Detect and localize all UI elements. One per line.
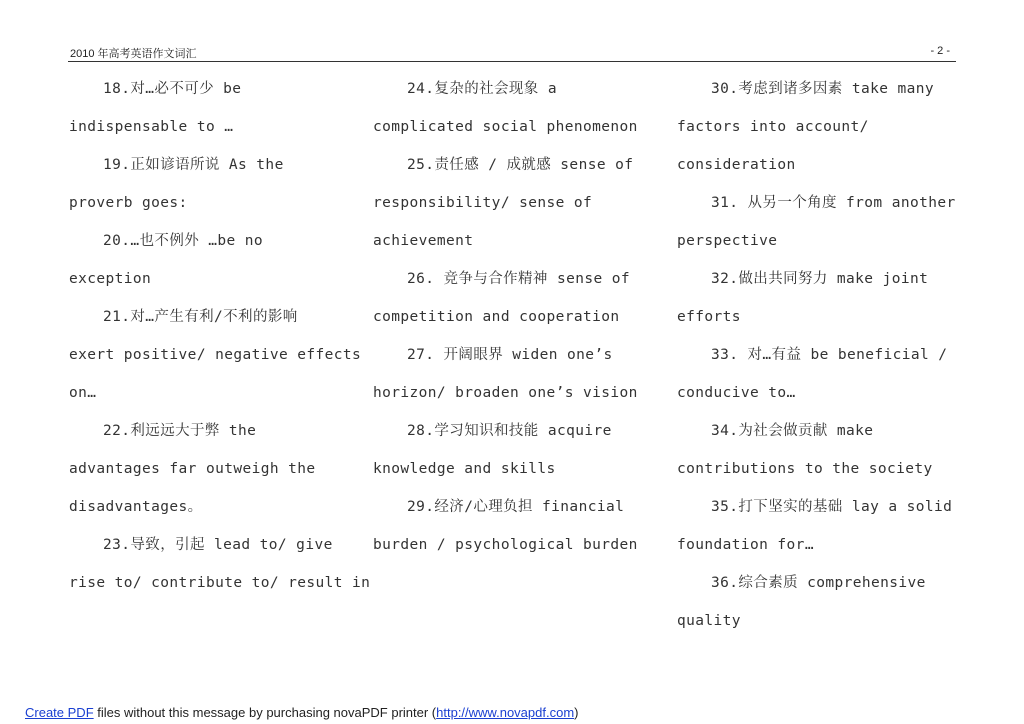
- text-line: 18.对…必不可少 be: [103, 81, 242, 97]
- text-line: responsibility/ sense of: [373, 195, 593, 211]
- footer-text-end: ): [574, 705, 579, 720]
- header-rule: [68, 61, 956, 62]
- footer: [25, 705, 579, 720]
- novapdf-link[interactable]: http://www.novapdf.com: [436, 705, 575, 720]
- text-line: 20.…也不例外 …be no: [103, 233, 264, 249]
- column-2: [373, 76, 663, 570]
- text-line: quality: [677, 613, 741, 629]
- header-title: 2010 年高考英语作文词汇: [70, 48, 197, 60]
- text-line: efforts: [677, 309, 741, 325]
- text-line: 24.复杂的社会现象 a: [407, 81, 557, 97]
- create-pdf-link[interactable]: Create PDF: [25, 705, 94, 720]
- text-line: 19.正如谚语所说 As the: [103, 157, 284, 173]
- text-line: competition and cooperation: [373, 309, 620, 325]
- text-line: 26. 竞争与合作精神 sense of: [407, 271, 630, 287]
- text-line: 31. 从另一个角度 from another: [711, 195, 956, 211]
- text-line: consideration: [677, 157, 796, 173]
- text-line: advantages far outweigh the: [69, 461, 316, 477]
- column-3: [677, 76, 962, 646]
- text-line: rise to/ contribute to/ result in: [69, 575, 371, 591]
- page-number: - 2 -: [930, 45, 950, 57]
- text-line: 30.考虑到诸多因素 take many: [711, 81, 934, 97]
- text-line: knowledge and skills: [373, 461, 556, 477]
- text-line: indispensable to …: [69, 119, 234, 135]
- text-line: horizon/ broaden one’s vision: [373, 385, 638, 401]
- text-line: on…: [69, 385, 97, 401]
- text-line: contributions to the society: [677, 461, 933, 477]
- text-line: exert positive/ negative effects: [69, 347, 362, 363]
- text-line: 27. 开阔眼界 widen one’s: [407, 347, 613, 363]
- text-line: 34.为社会做贡献 make: [711, 423, 874, 439]
- text-line: 32.做出共同努力 make joint: [711, 271, 929, 287]
- text-line: 25.责任感 / 成就感 sense of: [407, 157, 634, 173]
- text-line: complicated social phenomenon: [373, 119, 638, 135]
- text-line: foundation for…: [677, 537, 814, 553]
- text-line: burden / psychological burden: [373, 537, 638, 553]
- text-line: 33. 对…有益 be beneficial /: [711, 347, 948, 363]
- text-line: factors into account/: [677, 119, 869, 135]
- text-line: 28.学习知识和技能 acquire: [407, 423, 612, 439]
- text-line: proverb goes:: [69, 195, 188, 211]
- text-line: exception: [69, 271, 152, 287]
- text-line: perspective: [677, 233, 778, 249]
- text-line: achievement: [373, 233, 474, 249]
- text-line: 35.打下坚实的基础 lay a solid: [711, 499, 953, 515]
- text-line: 21.对…产生有利/不利的影响: [103, 309, 298, 325]
- text-line: conducive to…: [677, 385, 796, 401]
- text-line: 23.导致，引起 lead to/ give: [103, 537, 333, 553]
- text-line: 36.综合素质 comprehensive: [711, 575, 926, 591]
- text-line: disadvantages。: [69, 499, 203, 515]
- column-1: [69, 76, 371, 608]
- text-line: 29.经济/心理负担 financial: [407, 499, 625, 515]
- footer-text: files without this message by purchasing novaPDF printer (: [93, 705, 437, 720]
- text-line: 22.利远远大于弊 the: [103, 423, 257, 439]
